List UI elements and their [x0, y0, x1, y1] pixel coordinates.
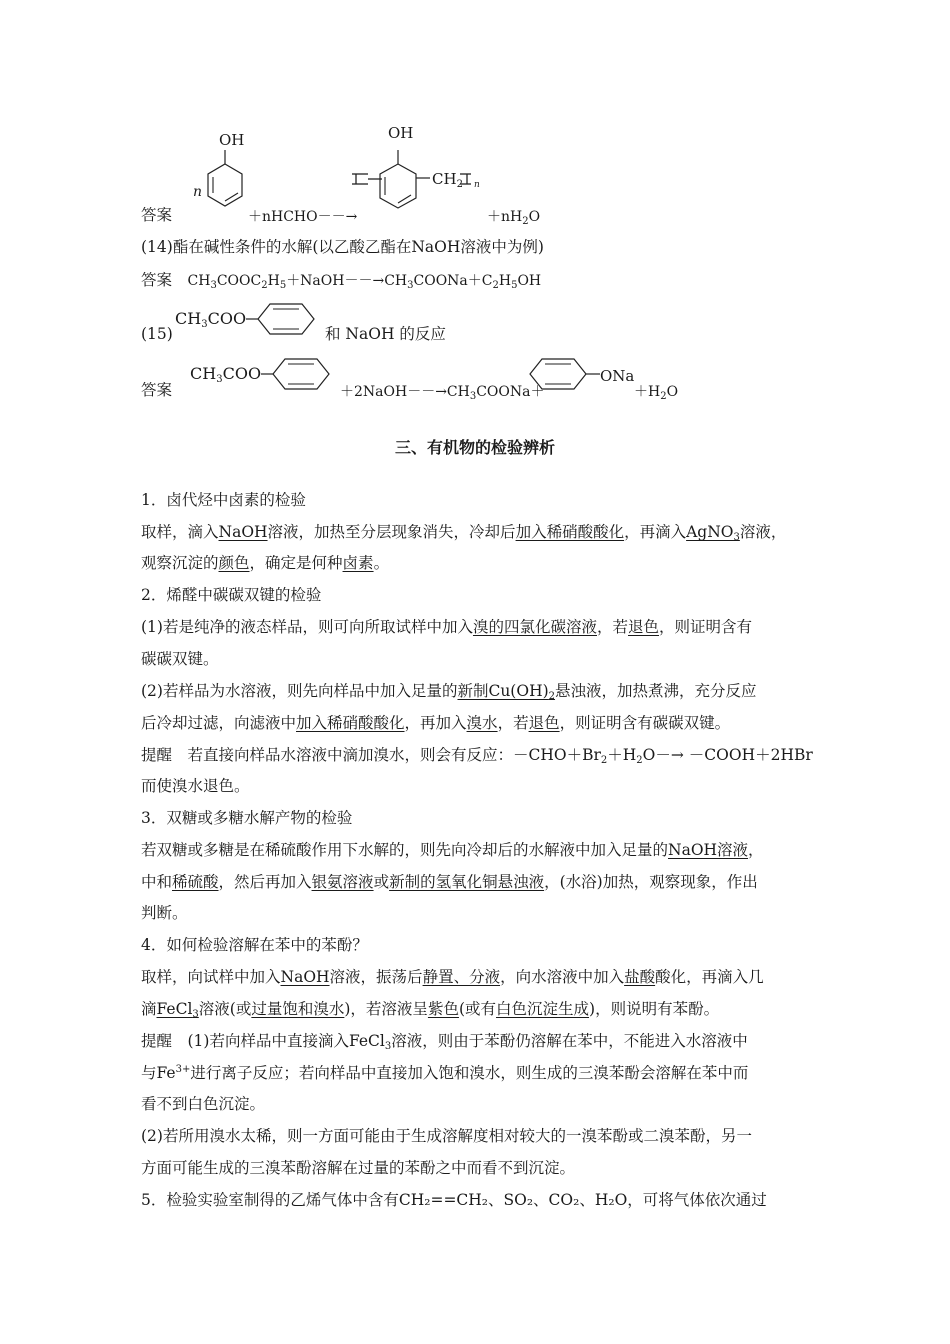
- phenol-ring-structure: [205, 150, 245, 220]
- acetate-ester: $CH_3COO$: [175, 309, 247, 330]
- acetate-ester-answer: $CH_3COO$: [190, 364, 262, 385]
- ona-group: ONa: [600, 367, 635, 385]
- s2-p2-line2: 后冷却过滤，向滤液中加入稀硝酸酸化，再加入溴水，若退色，则证明含有碳碳双键。: [141, 714, 731, 732]
- ch2-group: $CH_2$: [432, 170, 463, 190]
- s4-tip-line3: 看不到白色沉淀。: [141, 1095, 266, 1113]
- s2-p1-line1: (1)若是纯净的液态样品，则可向所取试样中加入溴的四氯化碳溶液，若退色，则证明含有: [141, 618, 753, 636]
- section-title: 三、有机物的检验辨析: [394, 438, 555, 457]
- s3-heading: 3．双糖或多糖水解产物的检验: [141, 809, 353, 827]
- item15-answer-label: 答案: [141, 381, 173, 399]
- benzene-ring-phenoxide: [528, 357, 608, 397]
- s1-heading: 1．卤代烃中卤素的检验: [141, 491, 306, 509]
- s2-p1-line2: 碳碳双键。: [141, 650, 219, 668]
- s4-tip-line5: 方面可能生成的三溴苯酚溶解在过量的苯酚之中而看不到沉淀。: [141, 1159, 576, 1177]
- s3-line3: 判断。: [141, 904, 188, 922]
- s3-line2: 中和稀硫酸，然后再加入银氨溶液或新制的氢氧化铜悬浊液，(水浴)加热，观察现象，作出: [141, 873, 758, 891]
- benzene-ring-15: [246, 302, 326, 342]
- item15-label: (15): [141, 325, 173, 343]
- s1-line2: 观察沉淀的颜色，确定是何种卤素。: [141, 554, 390, 572]
- item15-suffix: 和 NaOH 的反应: [325, 325, 446, 343]
- s1-line1: 取样，滴入NaOH溶液，加热至分层现象消失，冷却后加入稀硝酸酸化，再滴入AgNO$_3$溶液，: [141, 523, 787, 543]
- item14-answer: 答案 $CH_3COOC_2H_5+NaOH--\to CH_3COONa+C_2H_5OH$: [141, 271, 542, 291]
- s4-heading: 4．如何检验溶解在苯中的苯酚？: [141, 936, 368, 954]
- hcho-reactant: ＋nHCHO－－→: [248, 209, 358, 225]
- s4-tip-line1: 提醒 (1)若向样品中直接滴入FeCl$_3$溶液，则由于苯酚仍溶解在苯中，不能进入水溶液中: [141, 1032, 748, 1052]
- n-coefficient: n: [193, 184, 203, 200]
- s3-line1: 若双糖或多糖是在稀硫酸作用下水解的，则先向冷却后的水解液中加入足量的NaOH溶液，: [141, 841, 764, 859]
- s5-heading: 5．检验实验室制得的乙烯气体中含有CH₂==CH₂、SO₂、CO₂、H₂O，可将气体依次通过: [141, 1191, 767, 1209]
- s4-tip-line4: (2)若所用溴水太稀，则一方面可能由于生成溶解度相对较大的一溴苯酚或二溴苯酚，另一: [141, 1127, 752, 1145]
- oh-label-product: OH: [388, 124, 414, 142]
- benzene-ring-15-answer: [261, 357, 341, 397]
- s4-line1: 取样，向试样中加入NaOH溶液，振荡后静置、分液，向水溶液中加入盐酸酸化，再滴入几: [141, 968, 764, 986]
- s2-tip-line1: 提醒 若直接向样品水溶液中滴加溴水，则会有反应：$-CHO+Br_2+H_2O-\to$ －COOH＋2HBr: [141, 746, 813, 766]
- n-subscript: n: [474, 180, 480, 190]
- s2-heading: 2．烯醛中碳碳双键的检验: [141, 586, 322, 604]
- s4-line2: 滴FeCl$_3$溶液(或过量饱和溴水)，若溶液呈紫色(或有白色沉淀生成)，则说明有苯酚。: [141, 1000, 720, 1020]
- item15-end: $+H_2O$: [634, 384, 679, 402]
- s2-tip-line2: 而使溴水退色。: [141, 777, 250, 795]
- answer-label-13: 答案: [141, 206, 173, 224]
- oh-label: OH: [219, 131, 245, 149]
- s2-p2-line1: (2)若样品为水溶液，则先向样品中加入足量的新制$Cu(OH)_2$悬浊液，加热煮沸，充分反应: [141, 682, 757, 702]
- polymer-ring-structure: [352, 140, 492, 220]
- water-product: $+nH_2O$: [487, 209, 541, 227]
- item14-title: (14)酯在碱性条件的水解(以乙酸乙酯在NaOH溶液中为例): [141, 238, 544, 256]
- item15-middle: $+2NaOH--\to CH_3COONa+$: [340, 384, 545, 402]
- s4-tip-line2: 与$Fe^{3+}$进行离子反应；若向样品中直接加入饱和溴水，则生成的三溴苯酚会溶解在苯中而: [141, 1064, 749, 1082]
